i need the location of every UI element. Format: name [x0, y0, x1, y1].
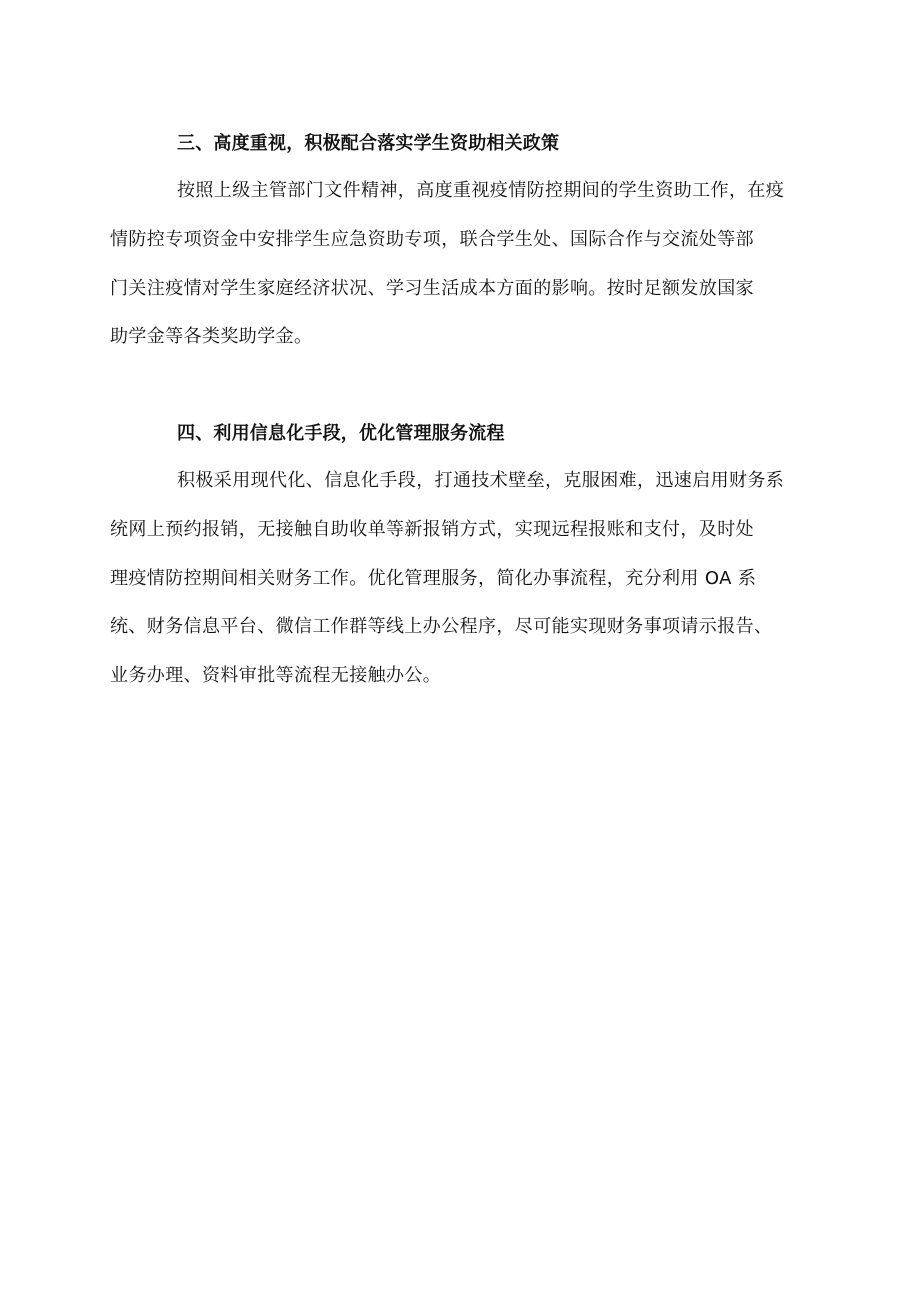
- paragraph-line: 理疫情防控期间相关财务工作。优化管理服务，简化办事流程，充分利用 OA 系: [110, 567, 757, 589]
- paragraph-line: 积极采用现代化、信息化手段，打通技术壁垒，克服困难，迅速启用财务系: [177, 470, 785, 491]
- section-3-paragraph: [110, 167, 830, 362]
- paragraph-line: 情防控专项资金中安排学生应急资助专项，联合学生处、国际合作与交流处等部: [110, 228, 754, 250]
- paragraph-line: 按照上级主管部门文件精神，高度重视疫情防控期间的学生资助工作，在疫: [177, 180, 785, 201]
- section-3-heading: 三、高度重视，积极配合落实学生资助相关政策: [177, 133, 560, 154]
- paragraph-line: 统、财务信息平台、微信工作群等线上办公程序，尽可能实现财务事项请示报告、: [110, 616, 773, 638]
- paragraph-line: 门关注疫情对学生家庭经济状况、学习生活成本方面的影响。按时足额发放国家: [110, 277, 754, 299]
- paragraph-line: 统网上预约报销，无接触自助收单等新报销方式，实现远程报账和支付，及时处: [110, 518, 754, 540]
- section-4-paragraph: [110, 457, 830, 701]
- paragraph-line: 助学金等各类奖助学金。: [110, 326, 313, 348]
- paragraph-line: 业务办理、资料审批等流程无接触办公。: [110, 665, 442, 687]
- section-4-heading: 四、利用信息化手段，优化管理服务流程: [177, 423, 505, 444]
